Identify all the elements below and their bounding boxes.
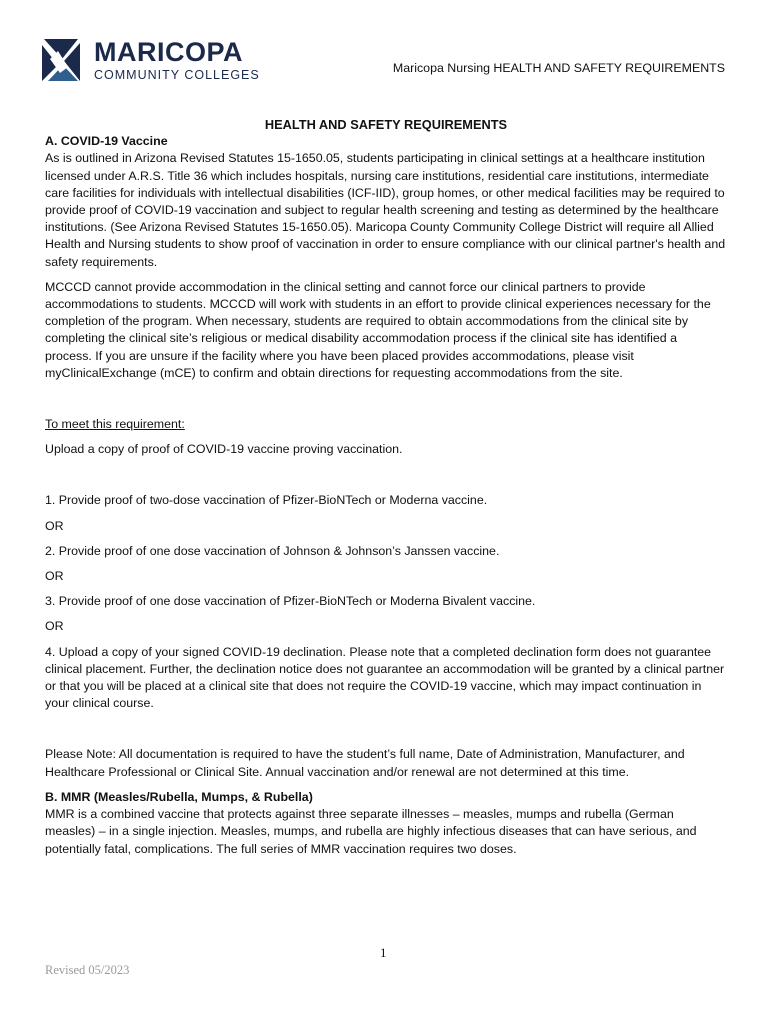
option-4: 4. Upload a copy of your signed COVID-19 declination. Please note that a completed declination form does not guarantee clinical placement. Further, the declination notice does not guarantee an accommodation will be granted by a clinical partner or that you will be placed at a clinical site that does not require the COVID-19 vaccine, which may impact continuation in your clinical course. bbox=[45, 644, 725, 711]
requirement-label: To meet this requirement: bbox=[45, 417, 185, 432]
section-a-heading: A. COVID-19 Vaccine bbox=[45, 134, 168, 149]
or-separator-2: OR bbox=[45, 569, 64, 584]
section-a-paragraph-1: As is outlined in Arizona Revised Statutes 15-1650.05, students participating in clinical settings at a healthcare institution licensed under A.R.S. Title 36 which includes hospitals, nursing care institutions, residential care institutions, intermediate care facilities for individuals with intellectual disabilities (ICF-IID), group homes, or other medical facilities may be required to provide proof of COVID-19 vaccination and subject to regular health screening and testing as determined by the healthcare institutions. (See Arizona Revised Statutes 15-1650.05). Maricopa County Community College District will require all Allied Health and Nursing students to show proof of vaccination in order to ensure compliance with our clinical partner's health and safety requirements. bbox=[45, 151, 726, 269]
running-header: Maricopa Nursing HEALTH AND SAFETY REQUIREMENTS bbox=[392, 61, 725, 75]
document-title: HEALTH AND SAFETY REQUIREMENTS bbox=[264, 117, 508, 132]
logo-wordmark: MARICOPA bbox=[94, 36, 243, 67]
page-number: 1 bbox=[380, 945, 387, 960]
section-a-paragraph-2: MCCCD cannot provide accommodation in the clinical setting and cannot force our clinical partners to provide accommodations to students. MCCCD will work with students in an effort to provide clinical experiences necessary for the completion of the program. When necessary, students are required to obtain accommodations from the clinical site by completing the clinical site’s religious or medical disability accommodation process if the clinical site has identified a process. If you are unsure if the facility where you have been placed provides accommodations, please visit myClinicalExchange (mCE) to confirm and obtain directions for requesting accommodations from the site. bbox=[45, 279, 711, 380]
maricopa-logo bbox=[38, 37, 260, 83]
option-2: 2. Provide proof of one dose vaccination of Johnson & Johnson’s Janssen vaccine. bbox=[45, 543, 500, 558]
documentation-note: Please Note: All documentation is required to have the student’s full name, Date of Administration, Manufacturer, and Healthcare Professional or Clinical Site. Annual vaccination and/or renewal are not determined at this time. bbox=[45, 747, 685, 779]
option-1: 1. Provide proof of two-dose vaccination of Pfizer-BioNTech or Moderna vaccine. bbox=[45, 493, 488, 508]
requirement-text: Upload a copy of proof of COVID-19 vaccine proving vaccination. bbox=[45, 442, 403, 457]
maricopa-logo-icon bbox=[38, 37, 84, 83]
or-separator-3: OR bbox=[45, 619, 64, 634]
option-3: 3. Provide proof of one dose vaccination of Pfizer-BioNTech or Moderna Bivalent vaccine. bbox=[45, 594, 536, 609]
logo-subtitle: COMMUNITY COLLEGES bbox=[94, 67, 260, 82]
section-b-paragraph-1: MMR is a combined vaccine that protects against three separate illnesses – measles, mumps and rubella (German measles) – in a single injection. Measles, mumps, and rubella are highly infectious diseases that can have serious, and potentially fatal, complications. The full series of MMR vaccination requires two doses. bbox=[45, 807, 697, 856]
revision-date: Revised 05/2023 bbox=[45, 963, 130, 977]
section-b-heading: B. MMR (Measles/Rubella, Mumps, & Rubella) bbox=[45, 789, 313, 804]
or-separator-1: OR bbox=[45, 518, 64, 533]
document-body bbox=[45, 116, 727, 866]
